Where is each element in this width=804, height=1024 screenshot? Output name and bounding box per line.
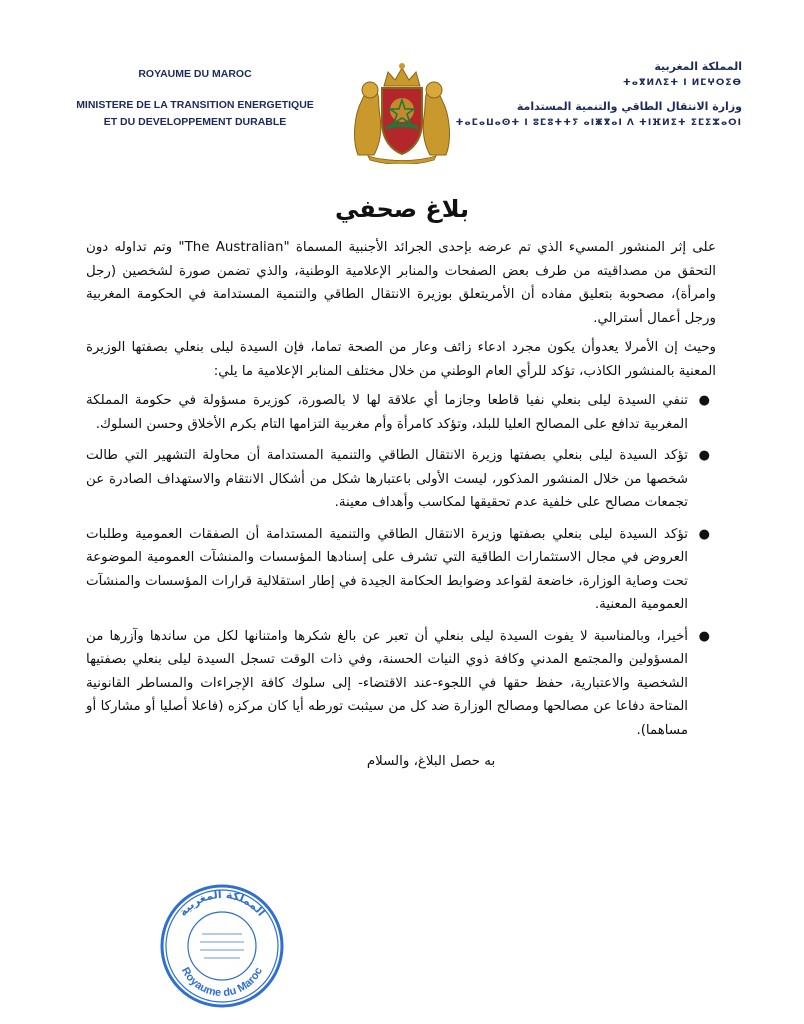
document-body (86, 236, 716, 774)
ministry-name-ar: وزارة الانتقال الطاقي والتنمية المستدامة (516, 100, 742, 113)
bullet-dot-icon: ● (698, 448, 710, 463)
paragraph: على إثر المنشور المسيء الذي تم عرضه بإحدى الجرائد الأجنبية المسماة "The Australian" وتم تداوله دون التحقق من مصداقيته من طرف بعض الصفحات والمنابر الإعلامية الوطنية، والذي تضمن صورة لشخصين (رجل وامرأة)، مصحوبة بتعليق مفاده أن الأمريتعلق بوزيرة الانتقال الطاقي والتنمية المستدامة في الحكومة المغربية ورجل أعمال أسترالي. (86, 240, 716, 326)
bullet-item (86, 389, 716, 436)
bullet-item (86, 625, 716, 743)
kingdom-name-ar: المملكة المغربية (654, 60, 742, 73)
moroccan-coat-of-arms-icon (348, 60, 456, 164)
closing-line: به حصل البلاغ، والسلام (366, 754, 496, 769)
bullet-text: أخيرا، وبالمناسبة لا يفوت السيدة ليلى بنعلي أن تعبر عن بالغ شكرها وامتنانها لكل من ساندها وآزرها من المسؤولين والمجتمع المدني وكافة ذوي النيات الحسنة، وفي ذات الوقت تسجل السيدة ليلى بنعلي بصفتيها الشخصية والاعتبارية، حفظ حقها في اللجوء-عند الاقتضاء- إلى سلوك كافة الإجراءات والمساطر القانونية المتاحة دفاعا عن مصالحها ومصالح الوزارة ضد كل من سيثبت تورطه أيا كان مركزه (فاعلا أصليا أو مشاركا أو مساهما). (86, 628, 688, 738)
ministry-name-fr-line2: ET DU DEVELOPPEMENT DURABLE (103, 116, 287, 128)
bullet-dot-icon: ● (698, 628, 710, 644)
document-title: بلاغ صحفي (334, 195, 470, 223)
stamp-arabic-text: المملكة المغربية (176, 887, 268, 919)
header-left-block (70, 66, 320, 131)
bullet-item (86, 444, 716, 515)
kingdom-name-fr: ROYAUME DU MAROC (138, 68, 252, 80)
ministry-name-tifinagh: ⵜⴰⵎⴰⵡⴰⵙⵜ ⵏ ⵓⵎⵓⵜⵜⵢ ⴰⵏⵥⴳⴰⵏ ⴷ ⵜⵏⴼⵍⵉⵜ ⵉⵎⵉⵣⴰⵔⵏ (455, 118, 742, 128)
bullet-dot-icon: ● (698, 393, 710, 408)
bullet-text: تؤكد السيدة ليلى بنعلي بصفتها وزيرة الانتقال الطاقي والتنمية المستدامة أن الصفقات العمومية وطلبات العروض في مجال الاستثمارات الطاقية التي تشرف على إسنادها المؤسسات والمنشآت العمومية الموضوعة تحت وصاية الوزارة، خاضعة لقواعد وضوابط الحكامة الجيدة في إطار استقلالية قرارات المؤسسات والمنشآت العمومية المعنية. (86, 526, 688, 612)
official-stamp-icon (158, 882, 286, 1010)
stamp-latin-text: Royaume du Maroc (178, 965, 266, 1000)
bullet-text: تنفي السيدة ليلى بنعلي نفيا قاطعا وجازما أي علاقة لها لا بالصورة، كوزيرة مسؤولة في حكومة المملكة المغربية تدافع على المصالح العليا للبلد، وتؤكد كامرأة وأم مغربية التزامها التام بكرم الأخلاق وحسن السلوك. (86, 393, 688, 432)
header-right-block (442, 58, 742, 132)
ministry-name-fr-line1: MINISTERE DE LA TRANSITION ENERGETIQUE (76, 99, 314, 111)
bullet-dot-icon: ● (698, 526, 710, 542)
paragraph: وحيث إن الأمرلا يعدوأن يكون مجرد ادعاء زائف وعار من الصحة تماما، فإن السيدة ليلى بنعلي بصفتها الوزيرة المعنية بالمنشور الكاذب، تؤكد للرأي العام الوطني من خلال مختلف المنابر الإعلامية ما يلي: (86, 340, 716, 379)
bullet-text: تؤكد السيدة ليلى بنعلي بصفتها وزيرة الانتقال الطاقي والتنمية المستدامة أن محاولة التشهير التي طالت شخصها من خلال المنشور المذكور، ليست الأولى باعتبارها شكل من أشكال الانتقام والاستهداف الصادرة عن تجمعات مصالح على خلفية عدم تحقيقها لمكاسب وأهداف معينة. (86, 448, 688, 510)
kingdom-name-tifinagh: ⵜⴰⴳⵍⴷⵉⵜ ⵏ ⵍⵎⵖⵔⵉⴱ (622, 78, 742, 88)
bullet-item (86, 523, 716, 617)
